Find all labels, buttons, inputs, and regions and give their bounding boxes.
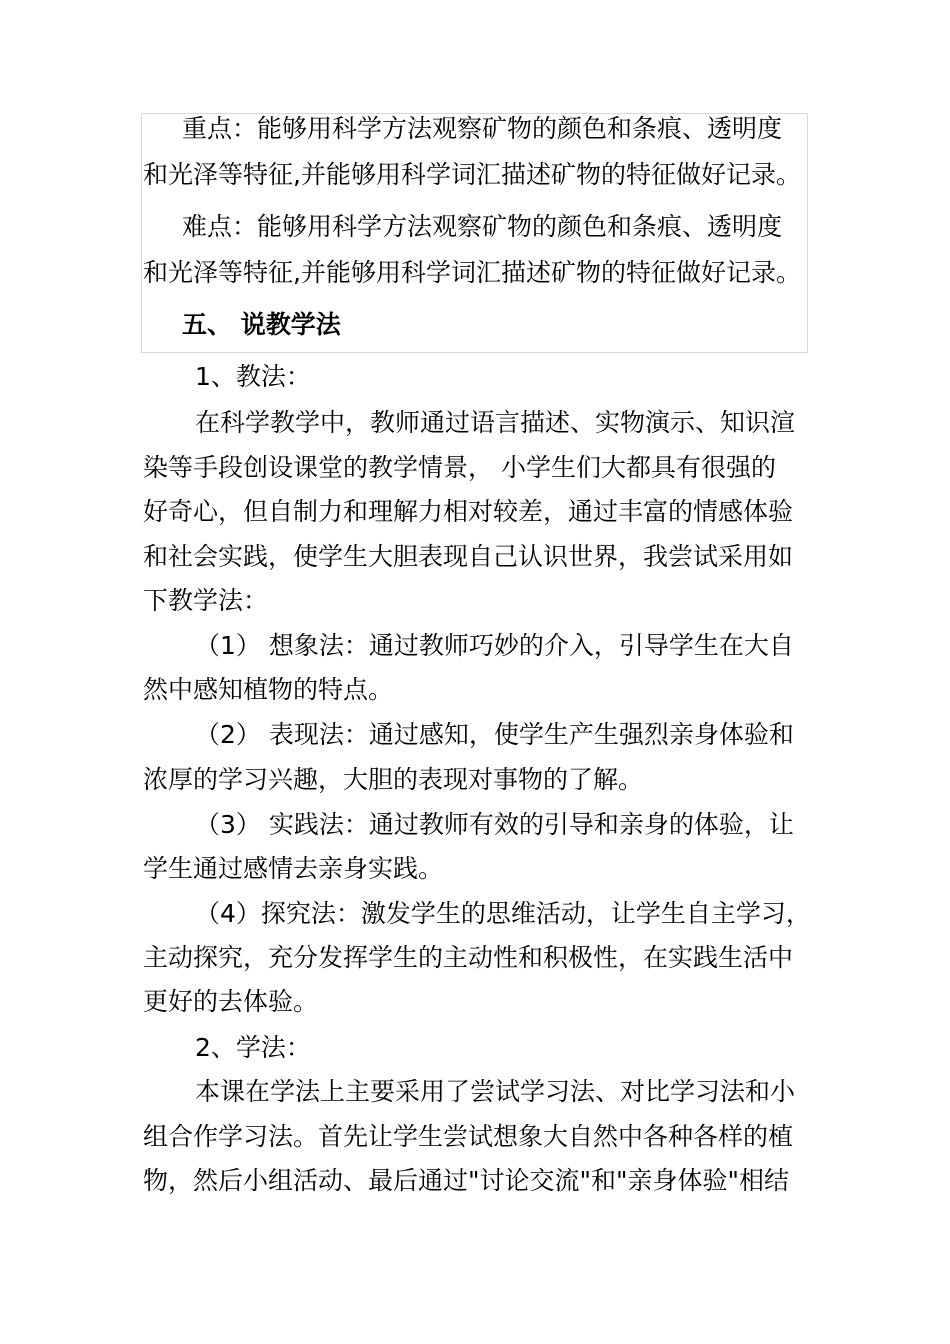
method-item-3-line-2: 学生通过感情去亲身实践。: [143, 854, 444, 883]
teaching-intro-line-2: 染等手段创设课堂的教学情景， 小学生们大都具有很强的: [143, 453, 776, 482]
key-points-line-1: 重点：能够用科学方法观察矿物的颜色和条痕、透明度: [182, 114, 783, 143]
teaching-intro-line-3: 好奇心，但自制力和理解力相对较差，通过丰富的情感体验: [143, 497, 794, 526]
method-item-4-line-2: 主动探究，充分发挥学生的主动性和积极性，在实践生活中: [143, 943, 794, 972]
method-item-2-line-2: 浓厚的学习兴趣，大胆的表现对事物的了解。: [143, 765, 644, 794]
method-item-3-line-1: （3） 实践法：通过教师有效的引导和亲身的体验，让: [195, 810, 794, 839]
key-points-line-2: 和光泽等特征,并能够用科学词汇描述矿物的特征做好记录。: [143, 160, 801, 189]
difficult-points-line-2: 和光泽等特征,并能够用科学词汇描述矿物的特征做好记录。: [143, 258, 801, 287]
teaching-method-heading: 1、教法：: [195, 362, 311, 391]
method-item-1-line-1: （1） 想象法：通过教师巧妙的介入，引导学生在大自: [195, 631, 794, 660]
learning-body-line-2: 组合作学习法。首先让学生尝试想象大自然中各种各样的植: [143, 1122, 794, 1151]
learning-method-heading: 2、学法：: [195, 1033, 311, 1062]
method-item-4-line-3: 更好的去体验。: [143, 987, 319, 1016]
teaching-intro-line-5: 下教学法：: [143, 586, 269, 615]
learning-body-line-3: 物，然后小组活动、最后通过"讨论交流"和"亲身体验"相结: [143, 1166, 789, 1195]
method-item-1-line-2: 然中感知植物的特点。: [143, 675, 394, 704]
method-item-4-line-1: （4）探究法：激发学生的思维活动，让学生自主学习，: [195, 899, 811, 928]
teaching-intro-line-1: 在科学教学中，教师通过语言描述、实物演示、知识渲: [195, 408, 796, 437]
section-heading: 五、 说教学法: [182, 310, 341, 339]
difficult-points-line-1: 难点：能够用科学方法观察矿物的颜色和条痕、透明度: [182, 212, 783, 241]
teaching-intro-line-4: 和社会实践，使学生大胆表现自己认识世界，我尝试采用如: [143, 542, 794, 571]
learning-body-line-1: 本课在学法上主要采用了尝试学习法、对比学习法和小: [195, 1077, 796, 1106]
method-item-2-line-1: （2） 表现法：通过感知，使学生产生强烈亲身体验和: [195, 720, 794, 749]
